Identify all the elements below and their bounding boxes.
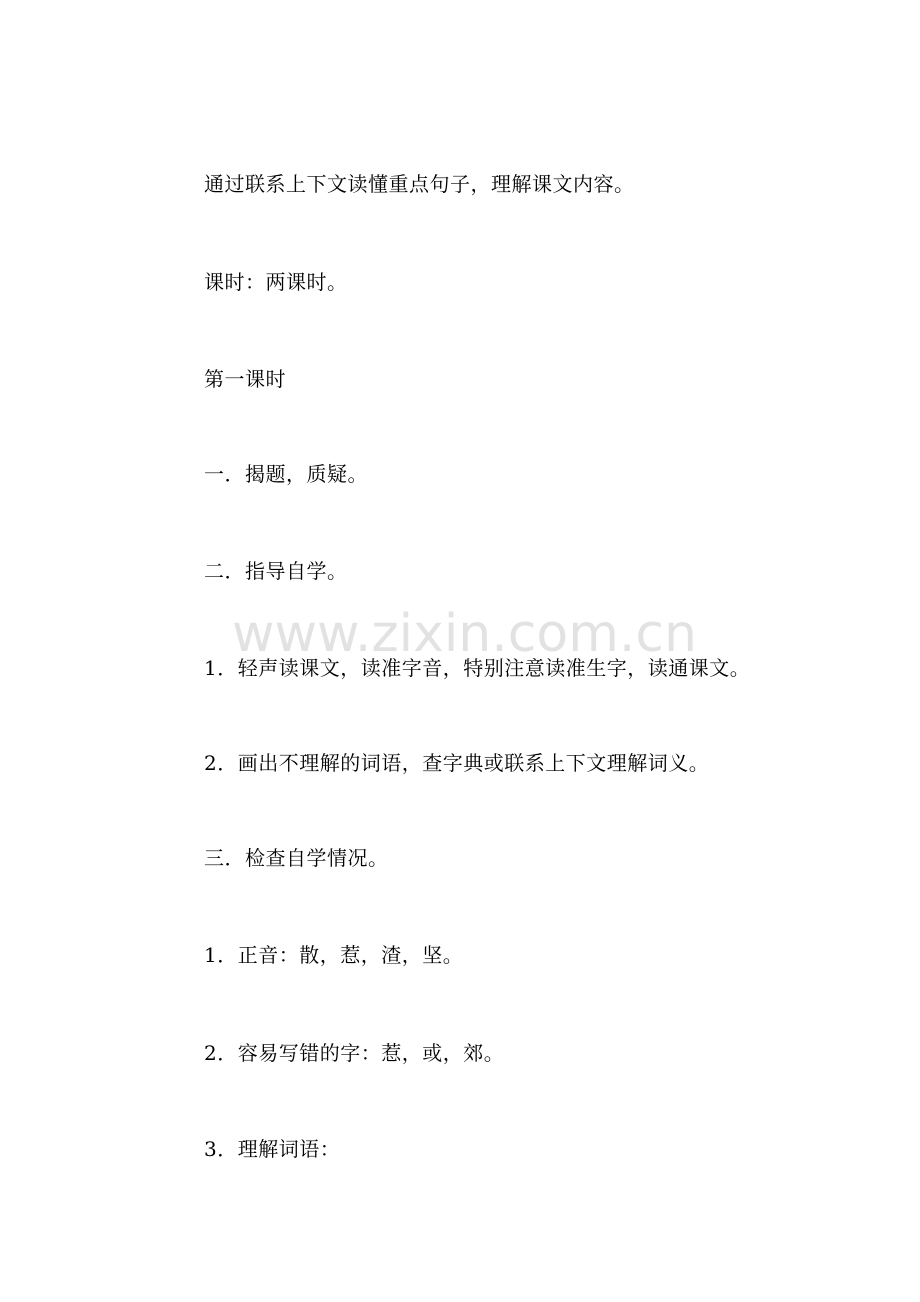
text-line: 1．轻声读课文，读准字音，特别注意读准生字，读通课文。: [204, 656, 751, 680]
text-line: 1．正音：散，惹，渣，坚。: [204, 943, 464, 967]
text-line: 通过联系上下文读懂重点句子，理解课文内容。: [204, 172, 635, 196]
text-line: 2．画出不理解的词语，查字典或联系上下文理解词义。: [204, 751, 710, 775]
text-line: 三．检查自学情况。: [204, 846, 389, 870]
watermark: www.zixin.com.cn: [232, 604, 697, 664]
text-line: 3．理解词语：: [204, 1137, 341, 1161]
section-heading: 第一课时: [204, 367, 286, 391]
text-line: 2．容易写错的字：惹，或，郊。: [204, 1041, 505, 1065]
text-line: 一．揭题，质疑。: [204, 462, 368, 486]
text-line: 二．指导自学。: [204, 559, 348, 583]
text-line: 课时：两课时。: [204, 270, 348, 294]
